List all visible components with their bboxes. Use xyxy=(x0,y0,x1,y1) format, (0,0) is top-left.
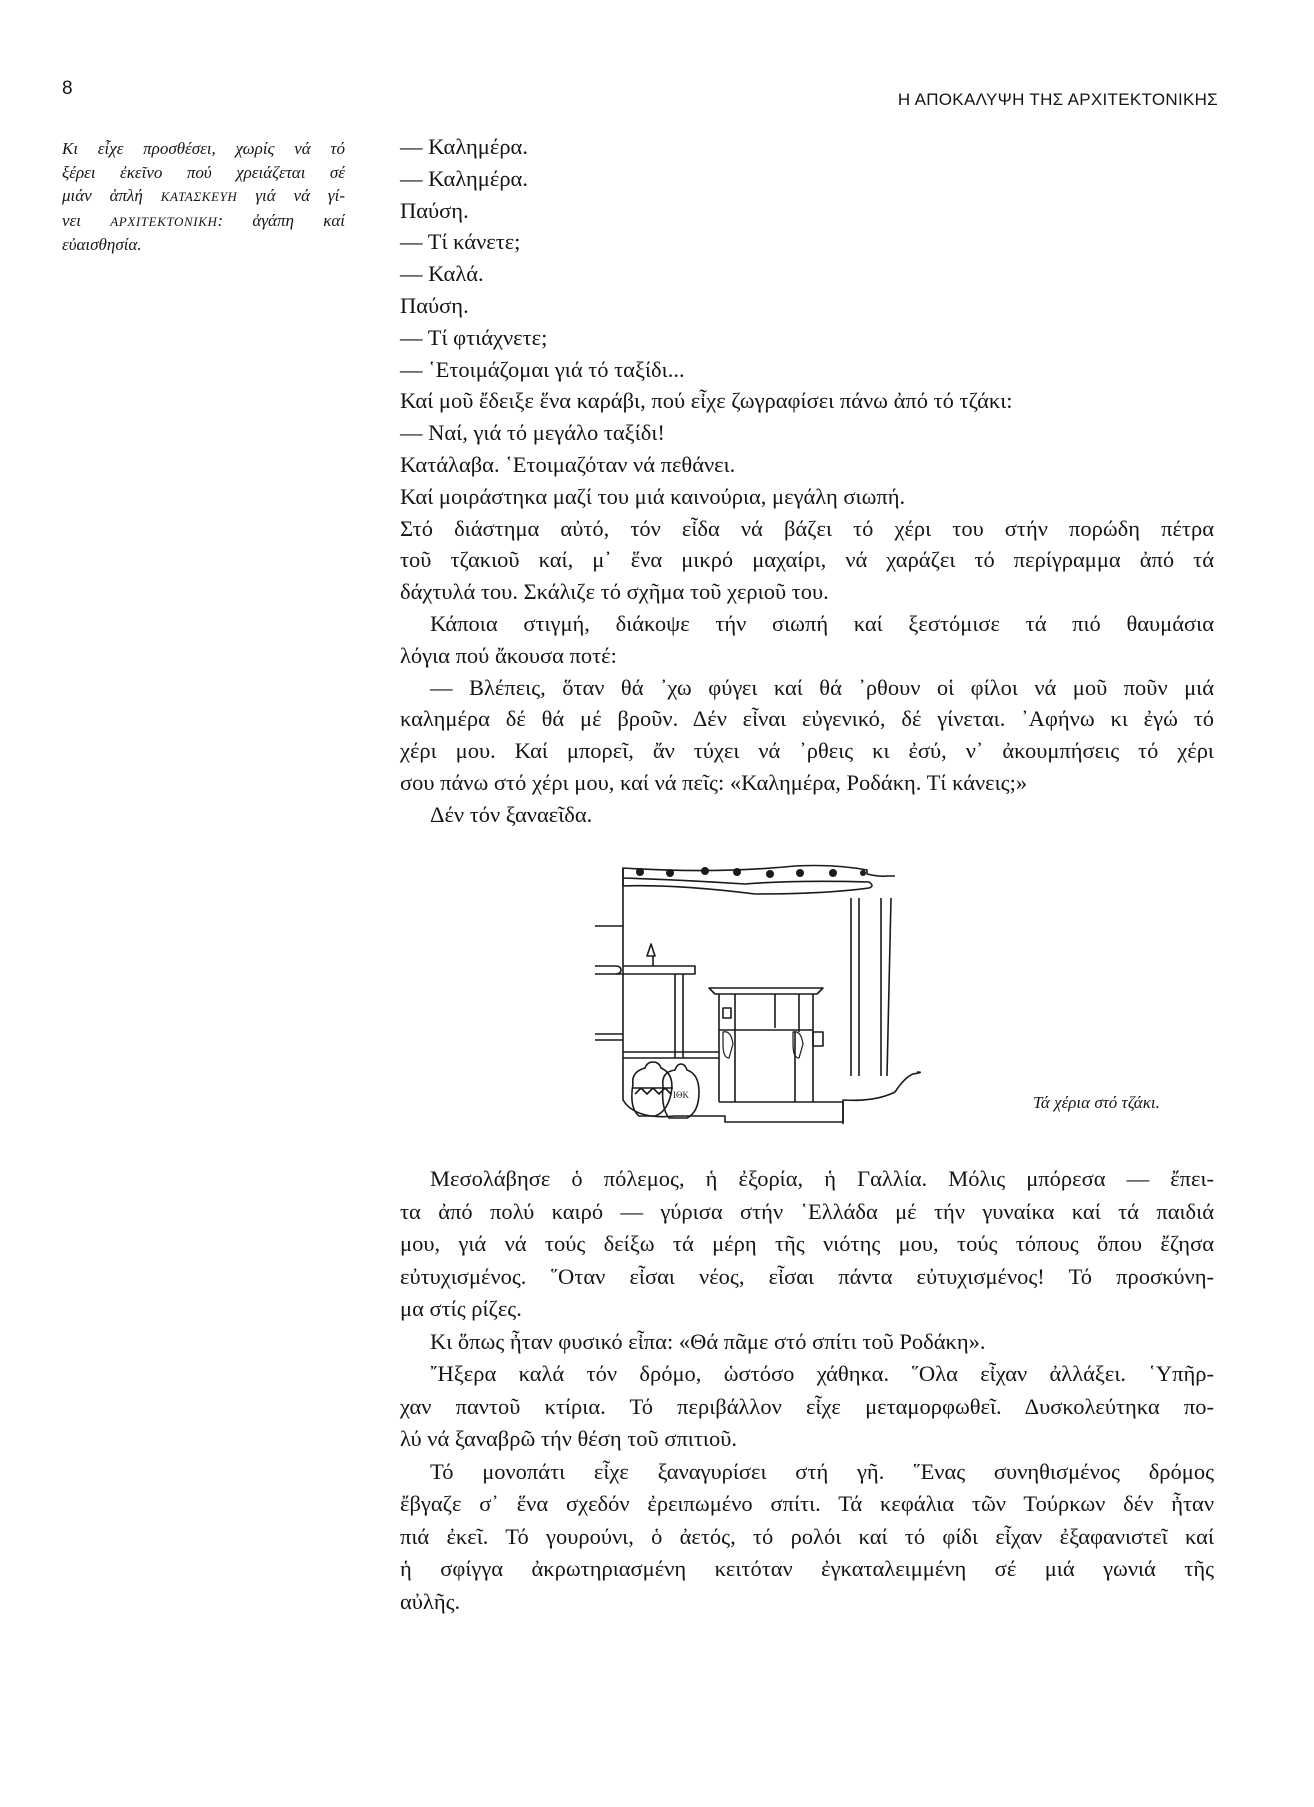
text-line: τοῦ τζακιοῦ καί, μ᾽ ἕνα μικρό μαχαίρι, νά χαράζει τό περίγραμμα ἀπό τά xyxy=(400,547,1214,573)
door-jamb xyxy=(851,898,891,1076)
text-line: ῎Ηξερα καλά τόν δρόμο, ὡστόσο χάθηκα. ῞Ολα εἶχαν ἀλλάξει. ῾Υπῆρ- xyxy=(430,1361,1214,1386)
fireplace-illustration xyxy=(595,862,945,1124)
text-line: χέρι μου. Καί μπορεῖ, ἄν τύχει νά ᾽ρθεις κι ἐσύ, ν᾽ ἀκουμπήσεις τό χέρι xyxy=(400,738,1214,764)
text-line: Παύση. xyxy=(400,292,469,318)
text-line: σου πάνω στό χέρι μου, καί νά πεῖς: «Καλημέρα, Ροδάκη. Τί κάνεις;» xyxy=(400,769,1028,795)
mantel xyxy=(709,988,823,1102)
hearth-opening xyxy=(735,1032,795,1102)
text-line: αὐλῆς. xyxy=(400,1588,461,1614)
text-line: λύ νά ξαναβρῶ τήν θέση τοῦ σπιτιοῦ. xyxy=(400,1426,737,1451)
margin-note xyxy=(62,137,345,257)
text-line: ἡ σφίγγα ἀκρωτηριασμένη κειτόταν ἐγκαταλειμμένη σέ μιά γωνιά τῆς xyxy=(400,1556,1214,1581)
text-line: — Καλά. xyxy=(400,261,484,287)
margin-note-line: Κι εἶχε προσθέσει, χωρίς νά τό xyxy=(62,139,345,158)
text-line: πιά ἐκεῖ. Τό γουρούνι, ὁ ἀετός, τό ρολόι καί τό φίδι εἶχαν ἐξαφανιστεῖ καί xyxy=(400,1523,1214,1549)
jar-inscription: ΙΘΚ xyxy=(673,1090,689,1100)
margin-note-line: εὐαισθησία. xyxy=(62,235,142,254)
text-line: εὐτυχισμένος. ῞Οταν εἶσαι νέος, εἶσαι πάντα εὐτυχισμένος! Τό προσκύνη- xyxy=(400,1263,1214,1289)
text-line: Παύση. xyxy=(400,197,469,223)
margin-note-line: ξέρει ἐκεῖνο πού χρειάζεται σέ xyxy=(62,162,345,182)
text-line: Καί μοιράστηκα μαζί του μιά καινούρια, μεγάλη σιωπή. xyxy=(400,483,906,509)
figure-caption: Τά χέρια στό τζάκι. xyxy=(1033,1093,1160,1112)
text-line: μου, γιά νά τούς δείξω τά μέρη τῆς νιότης μου, τούς τόπους ὅπου ἔζησα xyxy=(400,1231,1214,1256)
text-line: — Καλημέρα. xyxy=(400,165,528,191)
page-number: 8 xyxy=(62,78,73,99)
text-line: Κι ὅπως ἦταν φυσικό εἶπα: «Θά πᾶμε στό σπίτι τοῦ Ροδάκη». xyxy=(430,1328,986,1354)
text-line: Τό μονοπάτι εἶχε ξαναγυρίσει στή γῆ. ῞Ενας συνηθισμένος δρόμος xyxy=(430,1458,1214,1484)
text-line: Κατάλαβα. ῾Ετοιμαζόταν νά πεθάνει. xyxy=(400,451,736,477)
text-line: — Τί φτιάχνετε; xyxy=(400,324,548,350)
hearth-step xyxy=(719,1102,843,1124)
margin-note-line: νει ΑΡΧΙΤΕΚΤΟΝΙΚΗ: ἀγάπη καί xyxy=(62,210,346,230)
text-line: Στό διάστημα αὐτό, τόν εἶδα νά βάζει τό χέρι του στήν πορώδη πέτρα xyxy=(400,515,1214,541)
wall-shelf xyxy=(623,966,719,1058)
text-line: — Καλημέρα. xyxy=(400,134,528,159)
text-line: Μεσολάβησε ὁ πόλεμος, ἡ ἐξορία, ἡ Γαλλία. Μόλις μπόρεσα — ἔπει- xyxy=(430,1166,1214,1191)
margin-note-line: μιάν ἁπλή ΚΑΤΑΣΚΕΥΗ γιά νά γί- xyxy=(62,186,345,205)
text-line: δάχτυλά του. Σκάλιζε τό σχῆμα τοῦ χεριοῦ του. xyxy=(400,579,829,605)
text-line: μα στίς ρίζες. xyxy=(400,1296,522,1321)
lamp xyxy=(647,944,655,966)
body-text-bottom xyxy=(400,1163,1214,1618)
text-line: ἔβγαζε σ᾽ ἕνα σχεδόν ἐρειπωμένο σπίτι. Τά κεφάλια τῶν Τούρκων δέν ἦταν xyxy=(400,1491,1214,1516)
text-line: λόγια πού ἄκουσα ποτέ: xyxy=(400,642,617,668)
jars xyxy=(632,1062,699,1118)
text-line: Δέν τόν ξαναεῖδα. xyxy=(430,801,593,827)
text-line: χαν παντοῦ κτίρια. Τό περιβάλλον εἶχε μεταμορφωθεῖ. Δυσκολεύτηκα πο- xyxy=(400,1393,1214,1419)
text-line: — Τί κάνετε; xyxy=(400,229,521,255)
text-line: — Ναί, γιά τό μεγάλο ταξίδι! xyxy=(400,420,665,446)
text-line: τα ἀπό πολύ καιρό — γύρισα στήν ῾Ελλάδα μέ τήν γυναίκα καί τά παιδιά xyxy=(400,1198,1214,1224)
body-text-top xyxy=(400,131,1214,831)
text-line: Καί μοῦ ἔδειξε ἕνα καράβι, πού εἶχε ζωγραφίσει πάνω ἀπό τό τζάκι: xyxy=(400,388,1013,414)
running-head: Η ΑΠΟΚΑΛΥΨΗ ΤΗΣ ΑΡΧΙΤΕΚΤΟΝΙΚΗΣ xyxy=(897,90,1218,109)
text-line: Κάποια στιγμή, διάκοψε τήν σιωπή καί ξεστόμισε τά πιό θαυμάσια xyxy=(430,610,1214,636)
text-line: — ῾Ετοιμάζομαι γιά τό ταξίδι... xyxy=(400,356,685,382)
text-line: καλημέρα δέ θά μέ βροῦν. Δέν εἶναι εὐγενικό, δέ γίνεται. ᾽Αφήνω κι ἐγώ τό xyxy=(400,706,1214,732)
text-line: — Βλέπεις, ὅταν θά ᾽χω φύγει καί θά ᾽ρθουν οἱ φίλοι νά μοῦ ποῦν μιά xyxy=(430,674,1214,700)
